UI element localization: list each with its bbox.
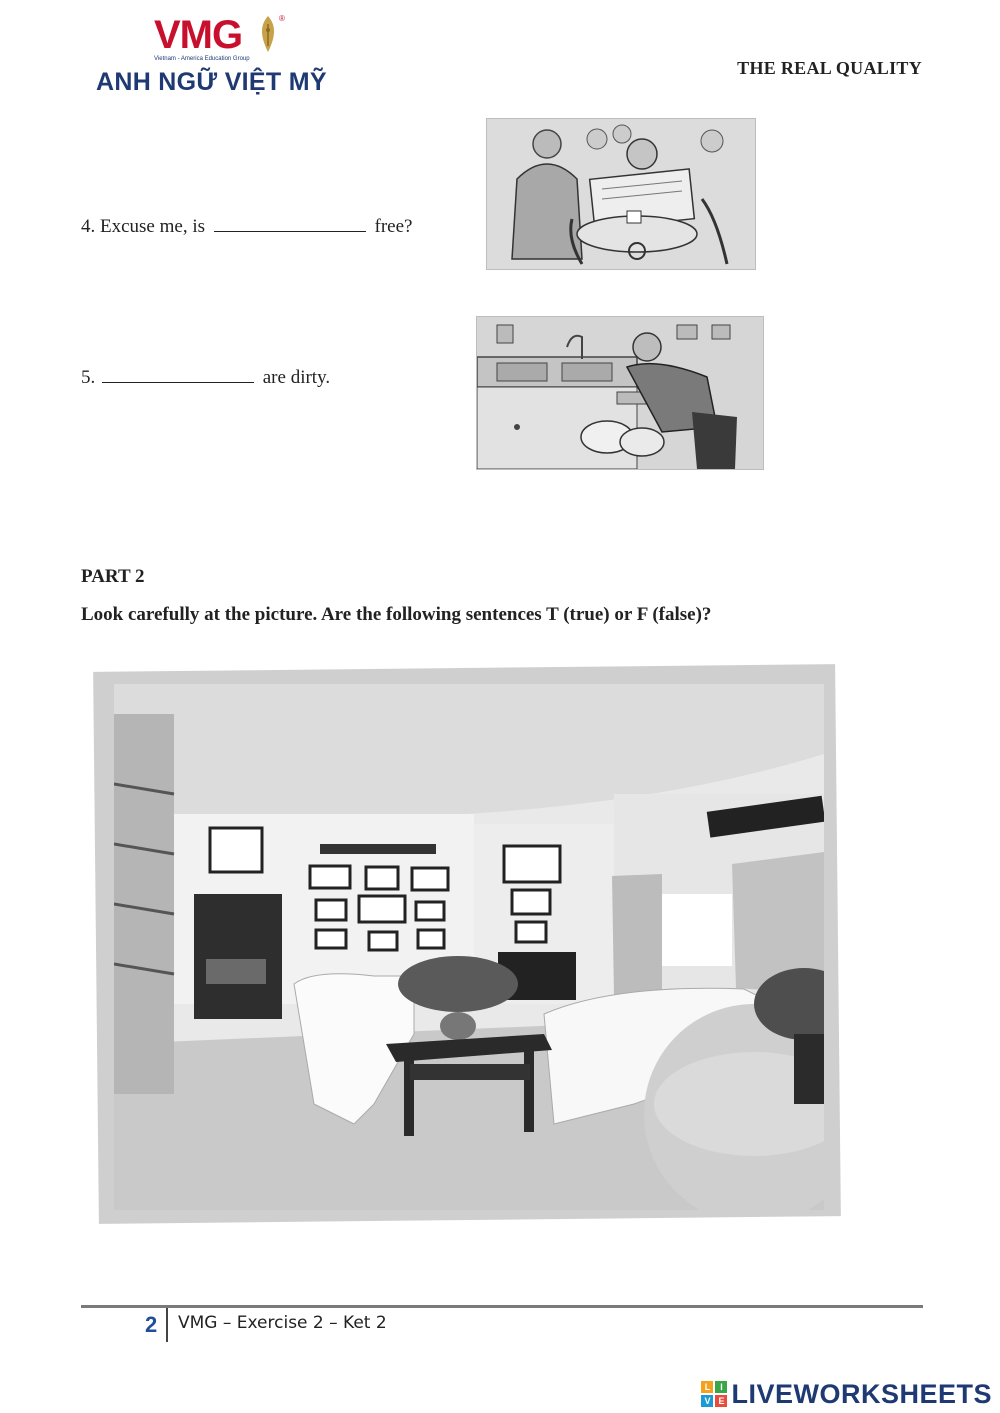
liveworksheets-watermark xyxy=(701,1378,992,1410)
cafe-illustration xyxy=(486,118,756,270)
question-text-after: are dirty. xyxy=(262,367,331,388)
header-tagline: THE REAL QUALITY xyxy=(737,58,922,78)
registered-mark-icon: ® xyxy=(279,14,285,23)
logo-name: ANH NGỮ VIỆT MỸ xyxy=(96,68,327,96)
question-text-before: Excuse me, is xyxy=(100,216,206,237)
logo-block: I xyxy=(715,1381,727,1393)
logo-brand: VMG xyxy=(154,13,243,57)
logo-block: L xyxy=(701,1381,713,1393)
part-2-title: PART 2 xyxy=(81,566,145,587)
logo-tagline: Vietnam - America Education Group xyxy=(154,56,250,62)
vmg-logo xyxy=(96,12,346,102)
footer-text: VMG – Exercise 2 – Ket 2 xyxy=(178,1313,387,1333)
answer-blank[interactable] xyxy=(214,215,366,232)
part-2-instruction: Look carefully at the picture. Are the following sentences T (true) or F (false)? xyxy=(81,604,712,625)
question-4 xyxy=(81,215,412,238)
question-5 xyxy=(81,366,330,389)
kitchen-illustration xyxy=(476,316,764,470)
question-number: 4. xyxy=(81,216,96,237)
question-text-after: free? xyxy=(374,216,413,237)
footer-divider xyxy=(81,1305,923,1308)
liveworksheets-logo-icon xyxy=(701,1381,727,1407)
answer-blank[interactable] xyxy=(102,366,254,383)
living-room-photo xyxy=(114,684,824,1210)
page-number: 2 xyxy=(145,1312,158,1337)
footer-separator xyxy=(166,1308,168,1342)
logo-block: E xyxy=(715,1395,727,1407)
question-number: 5. xyxy=(81,367,96,388)
pen-nib-icon xyxy=(258,16,278,52)
liveworksheets-text: LIVEWORKSHEETS xyxy=(731,1378,992,1409)
logo-block: V xyxy=(701,1395,713,1407)
